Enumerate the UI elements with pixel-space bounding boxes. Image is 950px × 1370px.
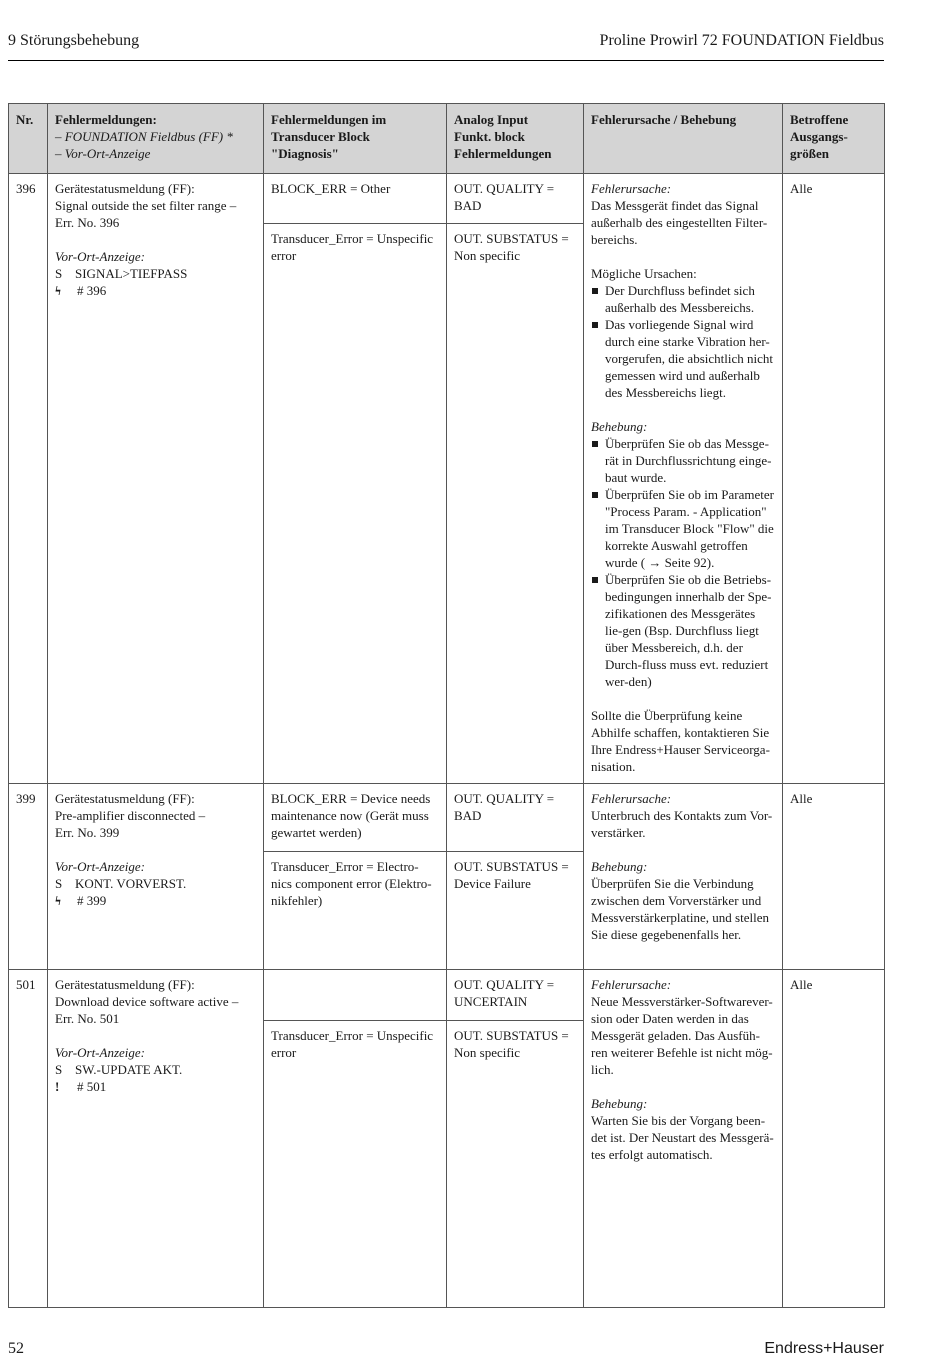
list-item: Der Durchfluss befindet sich außerhalb des Messbereichs. [591, 282, 775, 316]
col-header-cause: Fehlerursache / Behebung [584, 104, 783, 174]
analog-input-msg: OUT. QUALITY = UNCERTAIN [447, 970, 584, 1021]
page-number: 52 [8, 1340, 24, 1357]
transducer-msg [264, 970, 447, 1021]
cause-remedy-cell: Fehlerursache: Das Messgerät findet das Signal außerhalb des eingestellten Filter-bereichs. Mögliche Ursachen: Der Durchfluss befindet sich außerhalb des Messbereichs. Das vorliegende Signal wird durch eine starke Vibration her-vorgerufen, die absichtlich nicht gemessen wird und außerhalb des Messbereichs liegt. Behebung: Überprüfen Sie ob das Messge-rät in Durchflussrichtung einge-baut wurde. Überprüfen Sie ob im Parameter "Process Param. - Application" im Transducer Block "Flow" die korrekte Auswahl getroffen wurde ( → Seite 92). Überprüfen Sie ob die Betriebs-bedingungen innerhalb der Spe-zifikationen des Messgerätes lie-gen (Bsp. Durchfluss liegt über Messbereich, d.h. der Durch-fluss muss evt. reduziert wer-den) Sollte die Überprüfung keine Abhilfe schaffen, kontaktieren Sie Ihre Endress+Hauser Serviceorga-nisation. [584, 174, 783, 784]
analog-input-msg: OUT. QUALITY = BAD [447, 784, 584, 852]
transducer-msg: BLOCK_ERR = Other [264, 174, 447, 224]
list-item: Das vorliegende Signal wird durch eine starke Vibration her-vorgerufen, die absichtlich nicht gemessen wird und außerhalb des Messbereichs liegt. [591, 316, 775, 401]
analog-input-msg: OUT. SUBSTATUS = Non specific [447, 1021, 584, 1308]
affected-outputs: Alle [783, 970, 885, 1308]
table-row [9, 970, 885, 1021]
col-header-nr: Nr. [9, 104, 48, 174]
analog-input-msg: OUT. SUBSTATUS = Device Failure [447, 852, 584, 970]
list-item: Überprüfen Sie ob das Messge-rät in Durchflussrichtung einge-baut wurde. [591, 435, 775, 486]
exclamation-icon: ! [55, 1079, 60, 1094]
cause-remedy-cell: Fehlerursache: Unterbruch des Kontakts zum Vor-verstärker. Behebung: Überprüfen Sie die Verbindung zwischen dem Vorverstärker und Messverstärkerplatine, und stellen Sie diese gegebenenfalls her. [584, 784, 783, 970]
error-message-cell: Gerätestatusmeldung (FF): Download device software active – Err. No. 501 Vor-Ort-Anzeige: S SW.-UPDATE AKT. ! # 501 [48, 970, 264, 1308]
brand-logo: Endress+Hauser [764, 1340, 884, 1357]
list-item: Überprüfen Sie ob im Parameter "Process Param. - Application" im Transducer Block "Flow" die korrekte Auswahl getroffen wurde ( → Seite 92). [591, 486, 775, 571]
analog-input-msg: OUT. QUALITY = BAD [447, 174, 584, 224]
error-number: 396 [9, 174, 48, 784]
table-header-row [9, 104, 885, 174]
col-header-outputs: Betroffene Ausgangs- größen [783, 104, 885, 174]
error-message-cell: Gerätestatusmeldung (FF): Signal outside the set filter range – Err. No. 396 Vor-Ort-Anzeige: S SIGNAL>TIEFPASS ϟ # 396 [48, 174, 264, 784]
page-header [8, 32, 884, 61]
error-number: 399 [9, 784, 48, 970]
affected-outputs: Alle [783, 174, 885, 784]
table-row [9, 784, 885, 852]
transducer-msg: Transducer_Error = Electro-nics component error (Elektro-nikfehler) [264, 852, 447, 970]
cause-remedy-cell: Fehlerursache: Neue Messverstärker-Softwarever-sion oder Daten werden in das Messgerät geladen. Das Ausfüh-ren weiterer Befehle ist nicht mög-lich. Behebung: Warten Sie bis der Vorgang been-det ist. Der Neustart des Messgerä-tes erfolgt automatisch. [584, 970, 783, 1308]
col-header-messages: Fehlermeldungen: – FOUNDATION Fieldbus (FF) * – Vor-Ort-Anzeige [48, 104, 264, 174]
lightning-icon: ϟ [55, 283, 61, 298]
analog-input-msg: OUT. SUBSTATUS = Non specific [447, 224, 584, 784]
transducer-msg: Transducer_Error = Unspecific error [264, 1021, 447, 1308]
col-header-analog-input: Analog Input Funkt. block Fehlermeldungen [447, 104, 584, 174]
error-number: 501 [9, 970, 48, 1308]
lightning-icon: ϟ [55, 893, 61, 908]
col-header-transducer: Fehlermeldungen im Transducer Block "Diagnosis" [264, 104, 447, 174]
document-title: Proline Prowirl 72 FOUNDATION Fieldbus [599, 32, 884, 49]
affected-outputs: Alle [783, 784, 885, 970]
chapter-title: 9 Störungsbehebung [8, 32, 140, 49]
error-message-cell: Gerätestatusmeldung (FF): Pre-amplifier disconnected – Err. No. 399 Vor-Ort-Anzeige: S KONT. VORVERST. ϟ # 399 [48, 784, 264, 970]
transducer-msg: BLOCK_ERR = Device needs maintenance now (Gerät muss gewartet werden) [264, 784, 447, 852]
error-table [8, 103, 885, 1308]
transducer-msg: Transducer_Error = Unspecific error [264, 224, 447, 784]
list-item: Überprüfen Sie ob die Betriebs-bedingungen innerhalb der Spe-zifikationen des Messgerätes lie-gen (Bsp. Durchfluss liegt über Messbereich, d.h. der Durch-fluss muss evt. reduziert wer-den) [591, 571, 775, 690]
table-row [9, 174, 885, 224]
